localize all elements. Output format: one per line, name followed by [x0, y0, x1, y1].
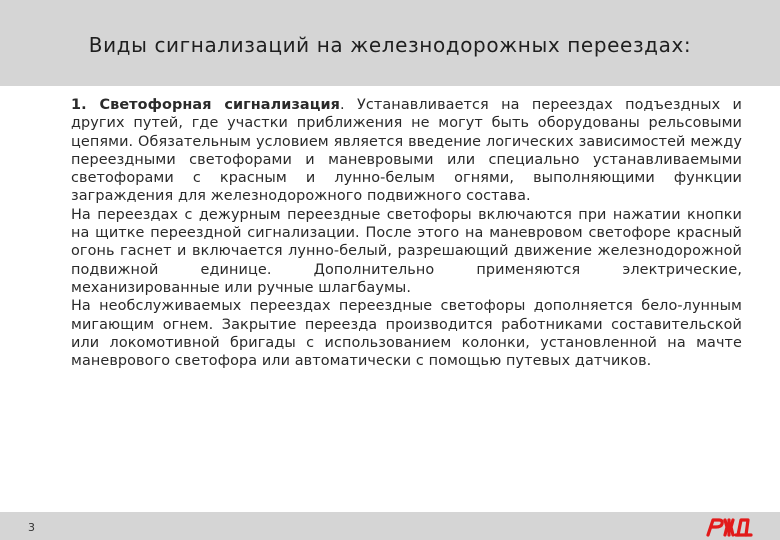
paragraph-1-text: . Устанавливается на переездах подъездных и других путей, где участки приближения не могут быть оборудованы рельсовыми цепями. Обязательным условием является введение логических зависимостей между переездными светофорами и маневровыми или специально устанавливаемыми светофорами с красным и лунно-белым огнями, выполняющими функции заграждения для железнодорожного подвижного состава. — [71, 97, 743, 205]
slide-title: Виды сигнализаций на железнодорожных переездах: — [88, 33, 692, 57]
paragraph-2: На переездах с дежурным переездные светофоры включаются при нажатии кнопки на щитке переездной сигнализации. После этого на маневровом светофоре красный огонь гаснет и включается лунно-белый, разрешающий движение железнодорожной подвижной единице. Дополнительно применяются электрические, механизированные или ручные шлагбаумы. — [71, 206, 742, 296]
rzd-logo-icon — [705, 516, 757, 538]
slide-header — [0, 0, 780, 86]
paragraph-1-heading: 1. Светофорная сигнализация — [71, 97, 341, 113]
paragraph-3: На необслуживаемых переездах переездные светофоры дополняется бело-лунным мигающим огнем. Закрытие переезда производится работниками составительской или локомотивной бригады с использованием колонки, установленной на мачте маневрового светофора или автоматически с помощью путевых датчиков. — [71, 298, 742, 370]
slide-body — [71, 96, 742, 370]
paragraph-1 — [71, 96, 742, 206]
slide-footer — [0, 512, 780, 540]
page-number: 3 — [28, 521, 35, 534]
